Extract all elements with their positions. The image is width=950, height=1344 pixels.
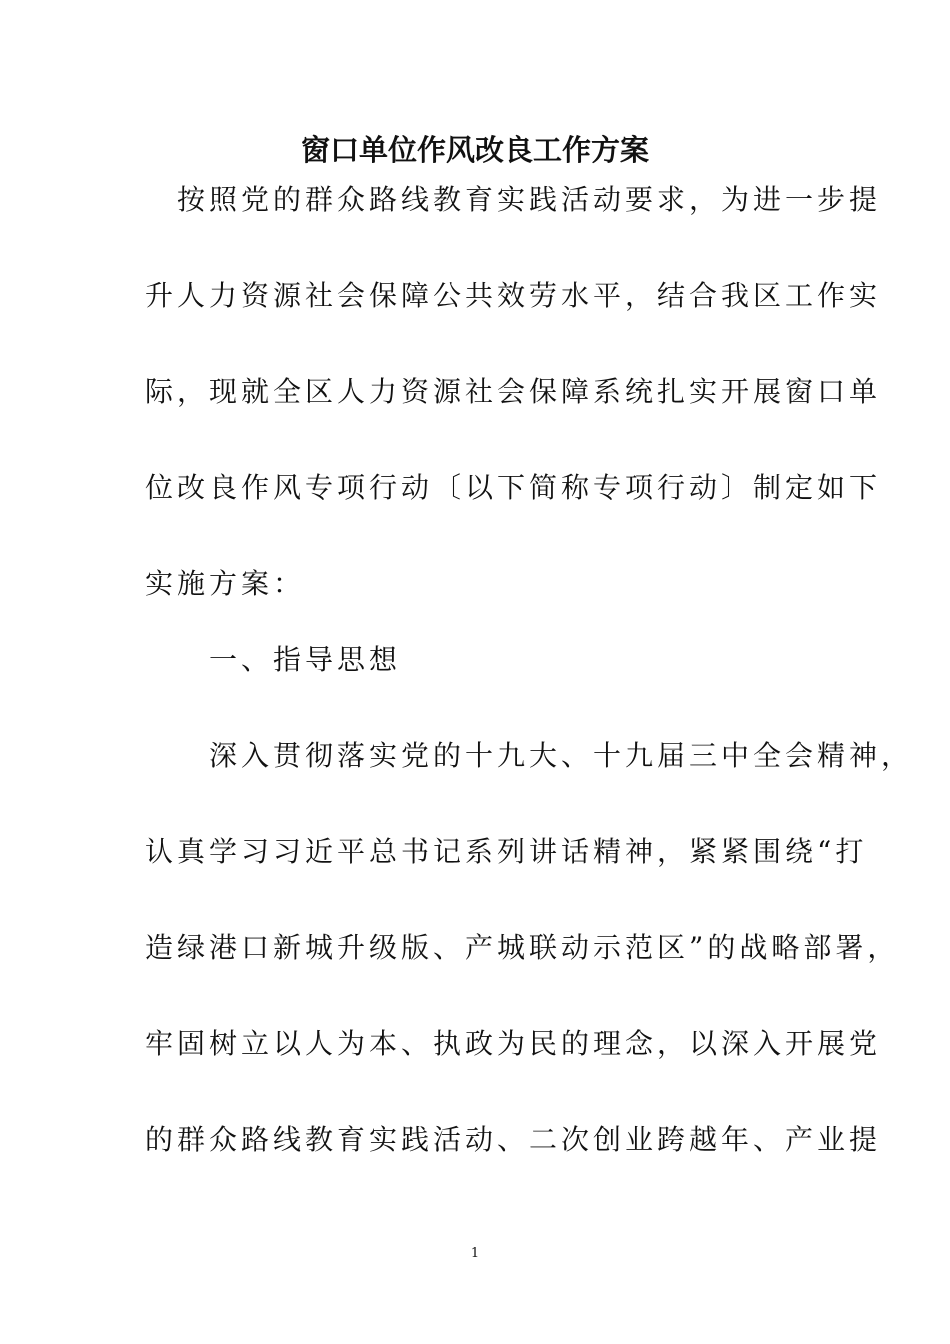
body-line: 际，现就全区人力资源社会保障系统扎实开展窗口单 xyxy=(145,375,882,408)
body-line: 升人力资源社会保障公共效劳水平，结合我区工作实 xyxy=(145,279,882,312)
body-line: 认真学习习近平总书记系列讲话精神，紧紧围绕“打 xyxy=(145,835,868,868)
body-line: 实施方案： xyxy=(145,567,306,600)
body-line: 造绿港口新城升级版、产城联动示范区”的战略部署， xyxy=(145,931,900,964)
body-line: 位改良作风专项行动〔以下简称专项行动〕制定如下 xyxy=(145,471,882,504)
body-line: 按照党的群众路线教育实践活动要求，为进一步提 xyxy=(145,183,882,216)
page-number: 1 xyxy=(470,1246,480,1261)
section-heading: 一、指导思想 xyxy=(145,643,402,676)
document-title: 窗口单位作风改良工作方案 xyxy=(300,133,649,167)
body-line: 的群众路线教育实践活动、二次创业跨越年、产业提 xyxy=(145,1123,882,1156)
body-line: 牢固树立以人为本、执政为民的理念，以深入开展党 xyxy=(145,1027,882,1060)
body-line: 深入贯彻落实党的十九大、十九届三中全会精神， xyxy=(145,739,914,772)
document-body xyxy=(145,176,914,1212)
